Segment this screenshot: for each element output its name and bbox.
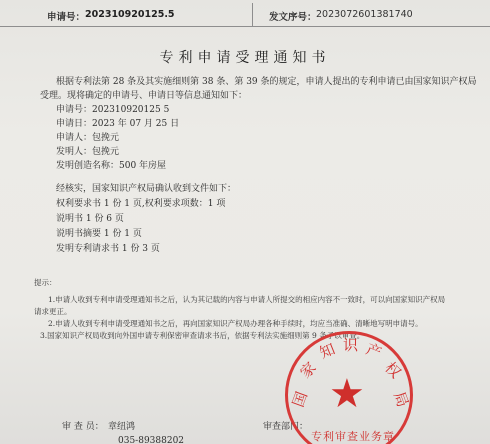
- header-divider: [252, 3, 253, 26]
- examiner-name: 章纽鸿: [108, 422, 136, 432]
- note-2: 2.申请人收到专利申请受理通知书之后，再向国家知识产权局办理各种手续时，均应当准确、清晰地写明申请号。: [48, 319, 423, 328]
- field-inventor: 发明人：包挽元: [56, 147, 120, 157]
- field-application-number: 申请号：202310920125 5: [56, 105, 170, 115]
- dispatch-number: 2023072601381740: [316, 9, 413, 20]
- header-bar: [0, 0, 490, 27]
- field-invention-title: 发明创造名称：500 年房屋: [56, 161, 167, 171]
- file-request: 发明专利请求书 1 份 3 页: [56, 244, 160, 254]
- examiner-label: 审 查 员：: [62, 422, 104, 432]
- intro-paragraph-line1: 根据专利法第 28 条及其实施细则第 38 条、第 39 条的规定，申请人提出的专利申请已由国家知识产权局: [56, 77, 477, 87]
- seal-char: 产: [363, 339, 385, 363]
- department-label: 审查部门：: [263, 422, 309, 432]
- seal-char: 局: [389, 389, 413, 410]
- intro-paragraph-line2: 受理。现将确定的申请号、申请日等信息通知如下：: [40, 91, 248, 101]
- dispatch-number-label: 发文序号：: [269, 12, 317, 23]
- field-filing-date: 申请日：2023 年 07 月 25 日: [56, 119, 180, 129]
- notes-heading: 提示：: [34, 278, 57, 287]
- seal-char: 知: [316, 339, 338, 363]
- file-claims: 权利要求书 1 份 1 页,权利要求项数：1 项: [56, 199, 226, 209]
- file-abstract: 说明书摘要 1 份 1 页: [56, 229, 142, 239]
- seal-char: 国: [289, 389, 312, 410]
- note-1-line2: 请求更正。: [34, 307, 72, 316]
- document-title: 专利申请受理通知书: [159, 50, 331, 66]
- seal-star-icon: ★: [329, 371, 365, 417]
- received-files-intro: 经核实，国家知识产权局确认收到文件如下：: [56, 184, 237, 194]
- file-description: 说明书 1 份 6 页: [56, 214, 124, 224]
- field-applicant: 申请人：包挽元: [56, 133, 120, 143]
- seal-bottom-text: 专利审查业务章: [311, 430, 395, 443]
- seal-char: 识: [343, 336, 359, 354]
- seal-char: 家: [296, 358, 320, 382]
- note-3: 3.国家知识产权局收到向外国申请专利保密审查请求书后，依据专利法实施细则第 9 条予以审查。: [40, 331, 365, 340]
- application-number-label: 申请号：: [47, 12, 86, 23]
- note-1-line1: 1.申请人收到专利申请受理通知书之后，认为其记载的内容与申请人所提交的相应内容不一致时，可以向国家知识产权局: [48, 295, 446, 304]
- seal-char: 权: [381, 358, 405, 382]
- application-number: 202310920125.5: [85, 9, 175, 20]
- examiner-phone: 035-89388202: [118, 436, 185, 444]
